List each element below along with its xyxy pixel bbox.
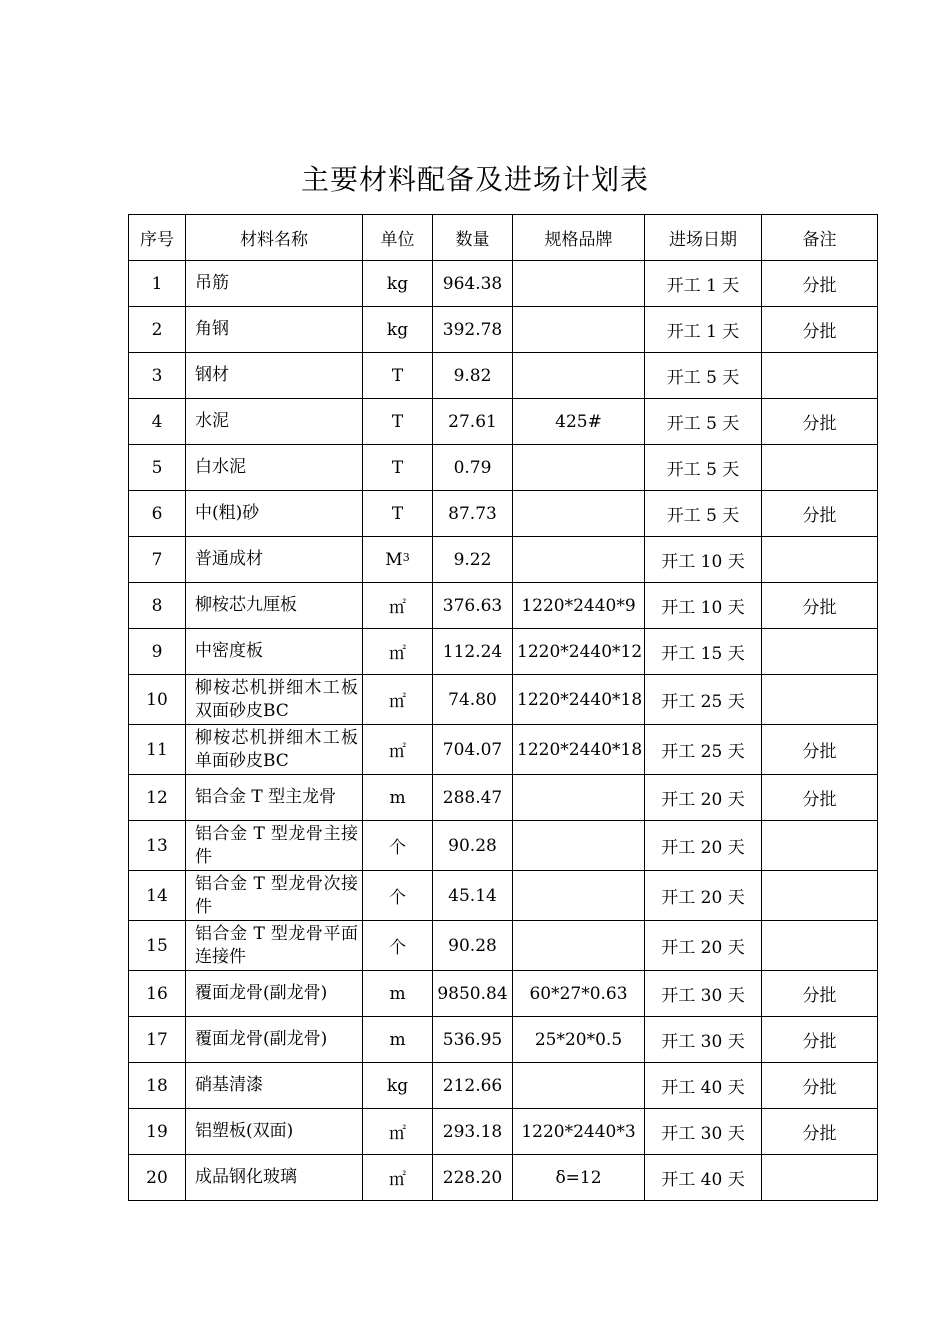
header-spec: 规格品牌 xyxy=(513,215,645,261)
cell-date: 开工 30 天 xyxy=(645,1109,762,1155)
table-row xyxy=(129,725,878,775)
cell-spec xyxy=(513,445,645,491)
cell-name: 柳桉芯机拼细木工板单面砂皮BC xyxy=(186,725,363,775)
cell-no: 9 xyxy=(129,629,186,675)
cell-unit: m xyxy=(363,1017,433,1063)
cell-spec: 425# xyxy=(513,399,645,445)
cell-date: 开工 25 天 xyxy=(645,725,762,775)
cell-spec xyxy=(513,821,645,871)
cell-date: 开工 1 天 xyxy=(645,261,762,307)
cell-date: 开工 40 天 xyxy=(645,1155,762,1201)
cell-no: 19 xyxy=(129,1109,186,1155)
cell-date: 开工 15 天 xyxy=(645,629,762,675)
table-row xyxy=(129,445,878,491)
table-row xyxy=(129,775,878,821)
cell-unit: ㎡ xyxy=(363,1155,433,1201)
cell-unit: ㎡ xyxy=(363,675,433,725)
cell-qty: 964.38 xyxy=(433,261,513,307)
header-date: 进场日期 xyxy=(645,215,762,261)
table-row xyxy=(129,675,878,725)
cell-unit: T xyxy=(363,445,433,491)
header-name: 材料名称 xyxy=(186,215,363,261)
cell-name: 水泥 xyxy=(186,399,363,445)
cell-name: 铝合金 T 型主龙骨 xyxy=(186,775,363,821)
cell-no: 6 xyxy=(129,491,186,537)
cell-note: 分批 xyxy=(762,307,878,353)
cell-date: 开工 20 天 xyxy=(645,921,762,971)
cell-unit: kg xyxy=(363,307,433,353)
cell-spec: 1220*2440*9 xyxy=(513,583,645,629)
cell-no: 4 xyxy=(129,399,186,445)
cell-no: 1 xyxy=(129,261,186,307)
cell-name: 铝塑板(双面) xyxy=(186,1109,363,1155)
table-header-row xyxy=(129,215,878,261)
cell-note: 分批 xyxy=(762,971,878,1017)
cell-note: 分批 xyxy=(762,725,878,775)
cell-unit: $M^3$ xyxy=(363,537,433,583)
cell-spec: δ=12 xyxy=(513,1155,645,1201)
header-no: 序号 xyxy=(129,215,186,261)
cell-spec xyxy=(513,491,645,537)
cell-unit: 个 xyxy=(363,821,433,871)
cell-note: 分批 xyxy=(762,1017,878,1063)
cell-no: 15 xyxy=(129,921,186,971)
cell-note: 分批 xyxy=(762,261,878,307)
cell-name: 普通成材 xyxy=(186,537,363,583)
cell-qty: 9.82 xyxy=(433,353,513,399)
cell-qty: 9.22 xyxy=(433,537,513,583)
cell-no: 8 xyxy=(129,583,186,629)
cell-date: 开工 40 天 xyxy=(645,1063,762,1109)
cell-note xyxy=(762,1155,878,1201)
cell-qty: 74.80 xyxy=(433,675,513,725)
cell-qty: 87.73 xyxy=(433,491,513,537)
cell-unit: 个 xyxy=(363,921,433,971)
cell-qty: 212.66 xyxy=(433,1063,513,1109)
cell-no: 18 xyxy=(129,1063,186,1109)
cell-note xyxy=(762,537,878,583)
table-row xyxy=(129,871,878,921)
cell-unit: T xyxy=(363,399,433,445)
table-row xyxy=(129,537,878,583)
cell-date: 开工 5 天 xyxy=(645,353,762,399)
cell-name: 角钢 xyxy=(186,307,363,353)
cell-note xyxy=(762,445,878,491)
header-qty: 数量 xyxy=(433,215,513,261)
cell-name: 白水泥 xyxy=(186,445,363,491)
cell-name: 硝基清漆 xyxy=(186,1063,363,1109)
table-row xyxy=(129,491,878,537)
cell-qty: 704.07 xyxy=(433,725,513,775)
cell-spec xyxy=(513,921,645,971)
cell-no: 11 xyxy=(129,725,186,775)
cell-spec: 25*20*0.5 xyxy=(513,1017,645,1063)
table-row xyxy=(129,1109,878,1155)
cell-unit: ㎡ xyxy=(363,629,433,675)
cell-qty: 293.18 xyxy=(433,1109,513,1155)
cell-name: 覆面龙骨(副龙骨) xyxy=(186,1017,363,1063)
cell-note: 分批 xyxy=(762,775,878,821)
cell-date: 开工 20 天 xyxy=(645,821,762,871)
cell-date: 开工 10 天 xyxy=(645,537,762,583)
cell-no: 12 xyxy=(129,775,186,821)
cell-date: 开工 5 天 xyxy=(645,445,762,491)
cell-unit: kg xyxy=(363,1063,433,1109)
cell-no: 17 xyxy=(129,1017,186,1063)
cell-spec xyxy=(513,307,645,353)
cell-qty: 0.79 xyxy=(433,445,513,491)
cell-name: 柳桉芯九厘板 xyxy=(186,583,363,629)
cell-spec xyxy=(513,261,645,307)
cell-spec xyxy=(513,871,645,921)
cell-name: 铝合金 T 型龙骨次接件 xyxy=(186,871,363,921)
table-row xyxy=(129,629,878,675)
cell-note xyxy=(762,629,878,675)
page-title: 主要材料配备及进场计划表 xyxy=(300,163,649,196)
table-row xyxy=(129,821,878,871)
cell-note: 分批 xyxy=(762,491,878,537)
cell-note xyxy=(762,871,878,921)
header-unit: 单位 xyxy=(363,215,433,261)
cell-no: 5 xyxy=(129,445,186,491)
cell-unit: 个 xyxy=(363,871,433,921)
cell-spec: 1220*2440*12 xyxy=(513,629,645,675)
cell-spec xyxy=(513,1063,645,1109)
cell-unit: T xyxy=(363,491,433,537)
cell-note xyxy=(762,353,878,399)
cell-unit: m xyxy=(363,775,433,821)
table-row xyxy=(129,1017,878,1063)
cell-date: 开工 25 天 xyxy=(645,675,762,725)
cell-note xyxy=(762,675,878,725)
materials-plan-table xyxy=(128,214,878,1201)
cell-spec: 1220*2440*18 xyxy=(513,675,645,725)
cell-name: 铝合金 T 型龙骨主接件 xyxy=(186,821,363,871)
cell-qty: 536.95 xyxy=(433,1017,513,1063)
cell-no: 2 xyxy=(129,307,186,353)
table-row xyxy=(129,921,878,971)
cell-qty: 90.28 xyxy=(433,821,513,871)
cell-spec xyxy=(513,353,645,399)
cell-spec xyxy=(513,537,645,583)
cell-unit: ㎡ xyxy=(363,1109,433,1155)
table-row xyxy=(129,1155,878,1201)
cell-note xyxy=(762,921,878,971)
cell-qty: 112.24 xyxy=(433,629,513,675)
cell-no: 7 xyxy=(129,537,186,583)
cell-no: 3 xyxy=(129,353,186,399)
cell-qty: 392.78 xyxy=(433,307,513,353)
cell-qty: 9850.84 xyxy=(433,971,513,1017)
cell-name: 柳桉芯机拼细木工板双面砂皮BC xyxy=(186,675,363,725)
cell-date: 开工 5 天 xyxy=(645,399,762,445)
cell-name: 钢材 xyxy=(186,353,363,399)
cell-unit: m xyxy=(363,971,433,1017)
table-row xyxy=(129,583,878,629)
cell-name: 吊筋 xyxy=(186,261,363,307)
cell-name: 中密度板 xyxy=(186,629,363,675)
table-row xyxy=(129,399,878,445)
cell-date: 开工 20 天 xyxy=(645,775,762,821)
cell-note: 分批 xyxy=(762,1109,878,1155)
cell-qty: 45.14 xyxy=(433,871,513,921)
cell-name: 铝合金 T 型龙骨平面连接件 xyxy=(186,921,363,971)
table-row xyxy=(129,261,878,307)
cell-name: 中(粗)砂 xyxy=(186,491,363,537)
table-row xyxy=(129,1063,878,1109)
cell-name: 覆面龙骨(副龙骨) xyxy=(186,971,363,1017)
cell-no: 13 xyxy=(129,821,186,871)
cell-no: 10 xyxy=(129,675,186,725)
cell-spec xyxy=(513,775,645,821)
cell-unit: ㎡ xyxy=(363,725,433,775)
cell-note xyxy=(762,821,878,871)
cell-qty: 27.61 xyxy=(433,399,513,445)
table-row xyxy=(129,353,878,399)
cell-date: 开工 20 天 xyxy=(645,871,762,921)
cell-date: 开工 30 天 xyxy=(645,1017,762,1063)
cell-spec: 1220*2440*18 xyxy=(513,725,645,775)
cell-date: 开工 30 天 xyxy=(645,971,762,1017)
header-note: 备注 xyxy=(762,215,878,261)
cell-no: 14 xyxy=(129,871,186,921)
cell-date: 开工 1 天 xyxy=(645,307,762,353)
cell-date: 开工 5 天 xyxy=(645,491,762,537)
cell-no: 16 xyxy=(129,971,186,1017)
cell-name: 成品钢化玻璃 xyxy=(186,1155,363,1201)
cell-unit: ㎡ xyxy=(363,583,433,629)
cell-note: 分批 xyxy=(762,399,878,445)
cell-no: 20 xyxy=(129,1155,186,1201)
cell-qty: 228.20 xyxy=(433,1155,513,1201)
cell-unit: T xyxy=(363,353,433,399)
cell-spec: 1220*2440*3 xyxy=(513,1109,645,1155)
cell-qty: 90.28 xyxy=(433,921,513,971)
cell-spec: 60*27*0.63 xyxy=(513,971,645,1017)
cell-date: 开工 10 天 xyxy=(645,583,762,629)
cell-note: 分批 xyxy=(762,583,878,629)
cell-unit: kg xyxy=(363,261,433,307)
cell-qty: 288.47 xyxy=(433,775,513,821)
cell-note: 分批 xyxy=(762,1063,878,1109)
cell-qty: 376.63 xyxy=(433,583,513,629)
table-body xyxy=(129,261,878,1201)
table-row xyxy=(129,307,878,353)
table-row xyxy=(129,971,878,1017)
